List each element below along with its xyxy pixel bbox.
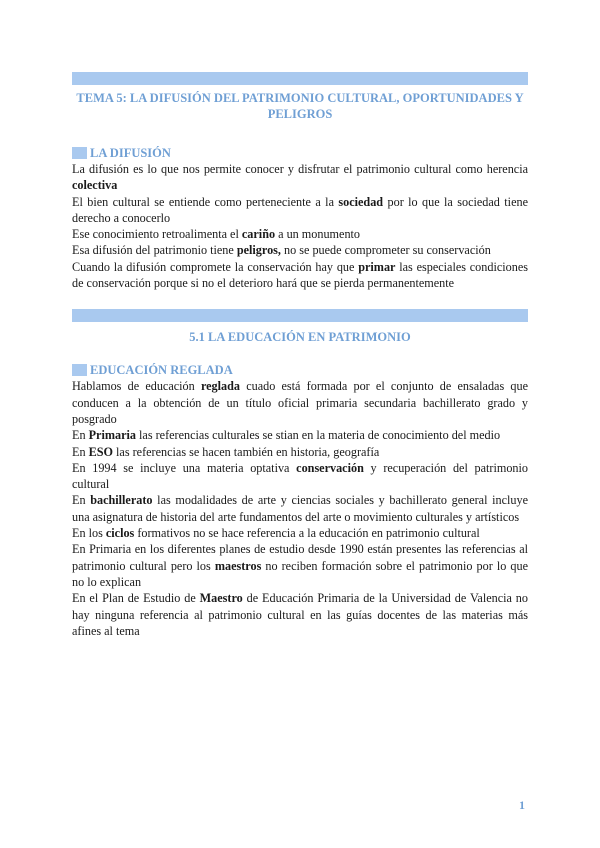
section-title: 5.1 LA EDUCACIÓN EN PATRIMONIO [189,330,411,345]
paragraph-text: En [72,444,89,459]
chapter-title-bar [72,72,528,85]
paragraph-emphasis: maestros [214,558,262,573]
paragraph [72,161,528,194]
paragraph-text: Ese conocimiento retroalimenta el [72,227,242,242]
page-number: 1 [519,798,525,812]
paragraph-text: las modalidades de arte y ciencias sociales y bachillerato general incluye una asignatura de historia del arte fundamentos del arte o movimiento culturales y artísticos [72,493,529,524]
paragraph-text: no se puede comprometer su conservación [280,243,491,258]
paragraph [72,525,528,541]
section-title-bar [72,309,528,322]
difusion-body [72,161,528,291]
paragraph-emphasis: primar [358,259,396,274]
heading-difusion-text: LA DIFUSIÓN [90,146,171,160]
paragraph-text: Esa difusión del patrimonio tiene [72,243,237,258]
reglada-body [72,378,528,639]
paragraph [72,259,528,292]
paragraph-text: En [72,428,89,443]
heading-marker-icon [72,147,87,159]
paragraph-text: En los [72,526,106,541]
paragraph-text: y recuperación del patrimonio cultural [72,460,528,492]
chapter-title: TEMA 5: LA DIFUSIÓN DEL PATRIMONIO CULTURAL, OPORTUNIDADES Y PELIGROS [76,91,524,121]
document-page [72,72,528,639]
paragraph-text: las especiales condiciones de conservación porque si no el deterioro hará que se pierda permanentemente [72,259,528,291]
paragraph [72,541,528,590]
paragraph [72,194,528,227]
paragraph-emphasis: ciclos [105,526,135,541]
paragraph-text: Hablamos de educación [72,379,201,394]
paragraph-emphasis: bachillerato [90,493,153,508]
paragraph-emphasis: conservación [296,460,364,475]
paragraph-emphasis: reglada [200,379,240,394]
paragraph-emphasis: ESO [88,444,113,459]
heading-reglada-text: EDUCACIÓN REGLADA [90,363,233,378]
paragraph-text: no reciben formación sobre el patrimonio por lo que no lo explican [72,558,528,589]
paragraph-emphasis: sociedad [338,194,384,209]
paragraph [72,444,528,460]
paragraph-text: a un monumento [275,227,361,242]
paragraph [72,427,528,443]
paragraph-text: de Educación Primaria de la Universidad de Valencia no hay ninguna referencia al patrimonio cultural en las guías docentes de las materias más afines al tema [72,591,528,638]
heading-marker-icon [72,364,87,376]
paragraph-emphasis: Maestro [199,591,243,606]
paragraph-text: El bien cultural se entiende como perteneciente a la [72,194,339,209]
paragraph-text: La difusión es lo que nos permite conocer y disfrutar el patrimonio cultural como herencia [72,162,528,176]
paragraph-text: En 1994 se incluye una materia optativa [72,460,297,475]
paragraph [72,226,528,242]
paragraph-text: Cuando la difusión compromete la conservación hay que [72,259,359,274]
heading-difusion [72,145,528,161]
heading-reglada [72,362,528,378]
paragraph-text: las referencias culturales se stian en la materia de conocimiento del medio [135,428,501,443]
paragraph [72,378,528,427]
paragraph-text: por lo que la sociedad tiene derecho a conocerlo [72,194,528,225]
paragraph-text: formativos no se hace referencia a la educación en patrimonio cultural [134,526,480,541]
paragraph-text: En el Plan de Estudio de [72,591,200,606]
paragraph-emphasis: peligros, [236,243,281,258]
paragraph [72,590,528,639]
paragraph-text: En Primaria en los diferentes planes de estudio desde 1990 están presentes las referencias al patrimonio cultural pero los [72,542,528,573]
paragraph-emphasis: colectiva [72,178,118,193]
paragraph-text: las referencias se hacen también en historia, geografía [112,444,380,459]
paragraph [72,492,528,525]
paragraph-text: cuado está formada por el conjunto de ensaladas que conducen a la obtención de un título oficial primaria secundaria bachillerato grado y posgrado [72,379,529,426]
paragraph-text: En [72,493,91,508]
paragraph-emphasis: Primaria [88,428,136,443]
paragraph [72,460,528,493]
paragraph [72,242,528,258]
paragraph-emphasis: cariño [241,227,276,242]
